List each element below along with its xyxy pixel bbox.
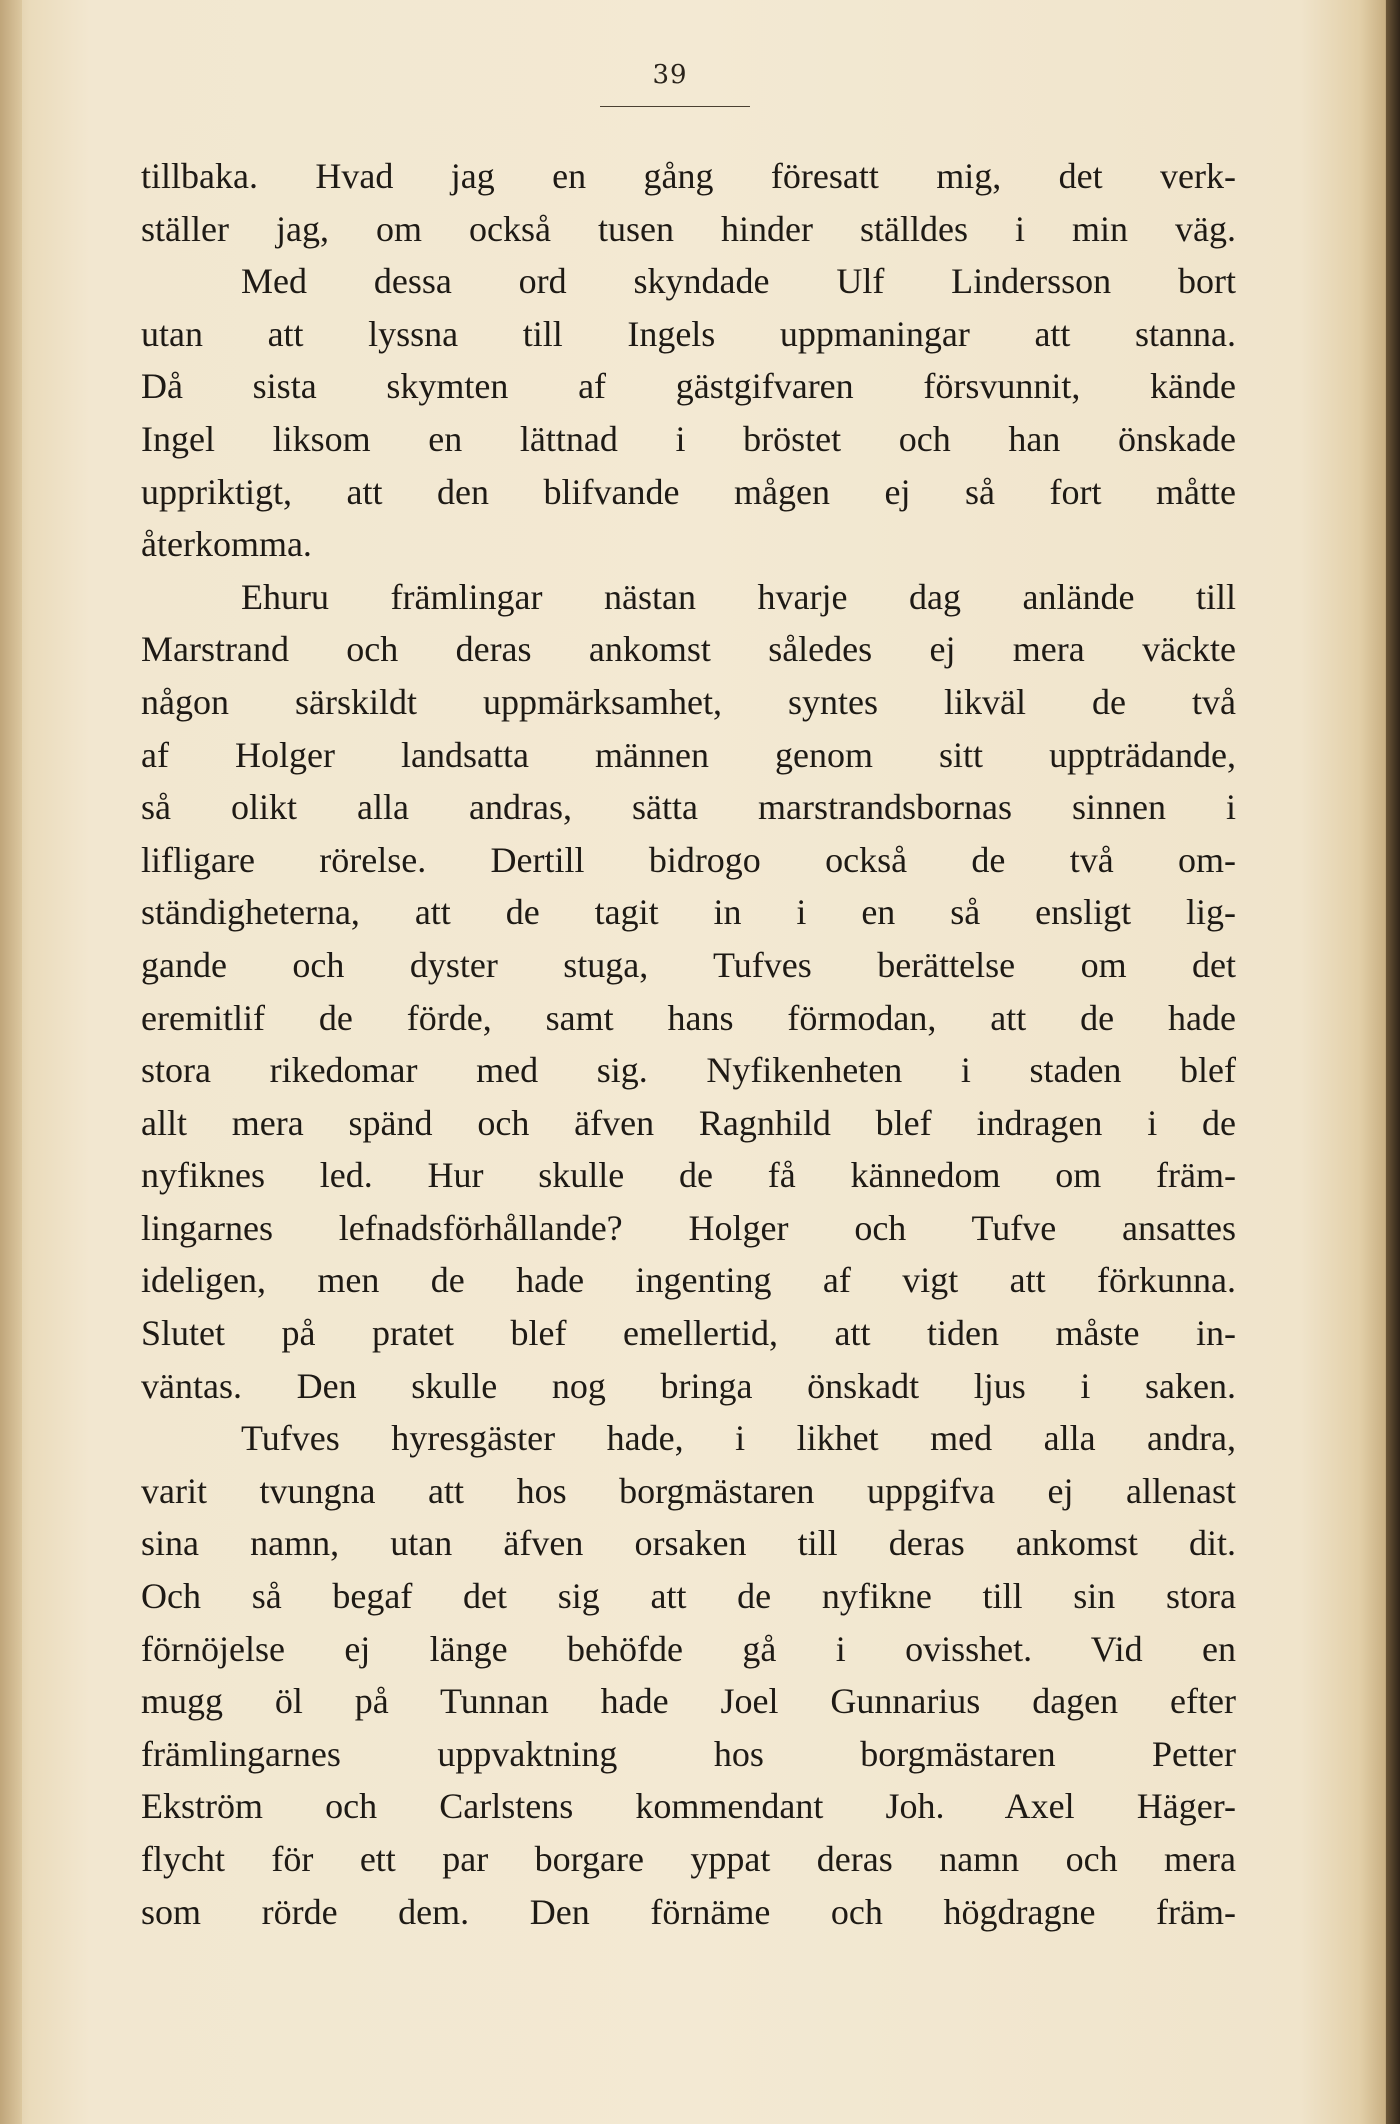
text-line: allt mera spänd och äfven Ragnhild blef indragen i de (141, 1102, 1236, 1143)
text-line: ideligen, men de hade ingenting af vigt att förkunna. (141, 1260, 1236, 1301)
header-rule (600, 106, 750, 107)
text-line: väntas. Den skulle nog bringa önskadt ljus i saken. (141, 1365, 1236, 1406)
text-line: som rörde dem. Den förnäme och högdragne främ- (141, 1891, 1236, 1932)
text-line: Ekström och Carlstens kommendant Joh. Axel Häger- (141, 1786, 1236, 1827)
text-line: sina namn, utan äfven orsaken till deras ankomst dit. (141, 1523, 1236, 1564)
body-text (141, 150, 1236, 1938)
text-line: varit tvungna att hos borgmästaren uppgifva ej allenast (141, 1470, 1236, 1511)
text-line: lingarnes lefnadsförhållande? Holger och Tufve ansattes (141, 1207, 1236, 1248)
text-line: uppriktigt, att den blifvande mågen ej så fort måtte (141, 471, 1236, 512)
text-line: någon särskildt uppmärksamhet, syntes likväl de två (141, 681, 1236, 722)
text-line: Ingel liksom en lättnad i bröstet och han önskade (141, 418, 1236, 459)
text-line: främlingarnes uppvaktning hos borgmästaren Petter (141, 1733, 1236, 1774)
page-number: 39 (652, 60, 688, 90)
text-line: Med dessa ord skyndade Ulf Lindersson bort (241, 261, 1236, 302)
text-line: Tufves hyresgäster hade, i likhet med alla andra, (241, 1418, 1236, 1459)
text-line: Och så begaf det sig att de nyfikne till sin stora (141, 1576, 1236, 1617)
text-line: förnöjelse ej länge behöfde gå i ovisshet. Vid en (141, 1628, 1236, 1669)
text-line: återkomma. (141, 524, 312, 565)
text-line: nyfiknes led. Hur skulle de få kännedom om främ- (141, 1155, 1236, 1196)
book-spine (1386, 0, 1400, 2124)
text-line: eremitlif de förde, samt hans förmodan, att de hade (141, 997, 1236, 1038)
text-line: Slutet på pratet blef emellertid, att tiden måste in- (141, 1313, 1236, 1354)
text-line: ständigheterna, att de tagit in i en så ensligt lig- (141, 892, 1236, 933)
text-line: stora rikedomar med sig. Nyfikenheten i staden blef (141, 1050, 1236, 1091)
text-line: utan att lyssna till Ingels uppmaningar att stanna. (141, 313, 1236, 354)
text-line: tillbaka. Hvad jag en gång föresatt mig, det verk- (141, 156, 1236, 196)
text-line: Marstrand och deras ankomst således ej mera väckte (141, 629, 1236, 670)
text-line: mugg öl på Tunnan hade Joel Gunnarius dagen efter (141, 1681, 1236, 1722)
text-line: Då sista skymten af gästgifvaren försvunnit, kände (141, 366, 1236, 407)
text-line: lifligare rörelse. Dertill bidrogo också de två om- (141, 839, 1236, 880)
text-line: så olikt alla andras, sätta marstrandsbornas sinnen i (141, 787, 1236, 828)
text-line: ställer jag, om också tusen hinder ställdes i min väg. (141, 208, 1236, 249)
text-line: flycht för ett par borgare yppat deras namn och mera (141, 1839, 1236, 1879)
text-line: gande och dyster stuga, Tufves berättelse om det (141, 944, 1236, 985)
text-line: Ehuru främlingar nästan hvarje dag anlände till (241, 576, 1236, 617)
text-line: af Holger landsatta männen genom sitt uppträdande, (141, 734, 1236, 775)
page-left-edge (0, 0, 22, 2124)
